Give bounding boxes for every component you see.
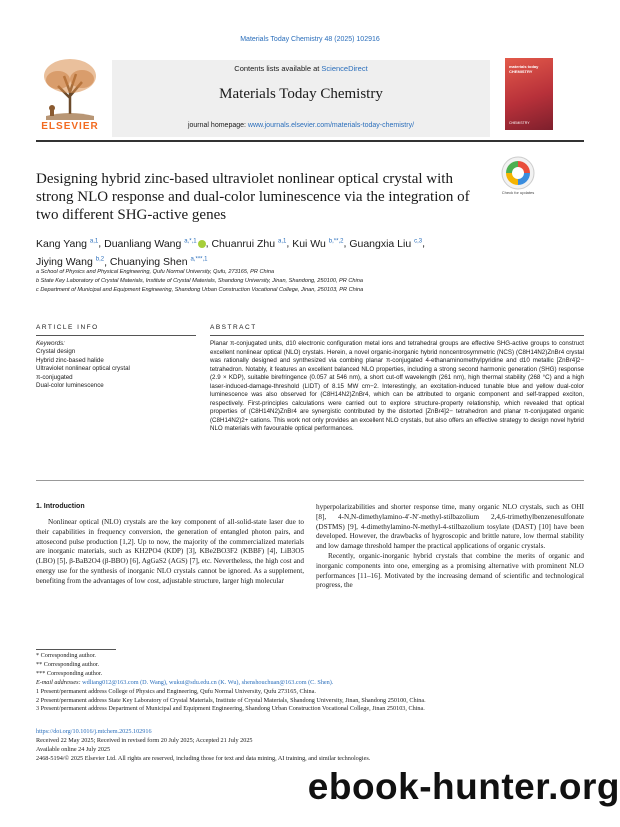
cover-title: materials today CHEMISTRY <box>509 64 539 74</box>
email-label: E-mail addresses: <box>36 678 81 686</box>
present-address: 3 Present/permanent address Department of Municipal and Equipment Engineering, Shandong Urban Construction Vocational College, Jinan 250103, China. <box>36 705 425 713</box>
homepage-line <box>112 122 490 129</box>
article-info-divider <box>36 335 196 336</box>
publisher-name: ELSEVIER <box>41 121 99 132</box>
keyword: Crystal design <box>36 348 76 356</box>
keywords-label: Keywords: <box>36 340 65 347</box>
author[interactable]: Chuanrui Zhu $^{a,1}$ <box>211 237 287 250</box>
author[interactable]: Duanliang Wang $^{a,*,1}$ <box>104 238 206 250</box>
abstract-bottom-divider <box>36 480 584 481</box>
affiliations <box>36 268 596 295</box>
elsevier-tree-logo[interactable] <box>36 52 104 132</box>
check-for-updates-label: Check for updates <box>501 190 535 195</box>
corresponding-note: * Corresponding author. <box>36 652 96 659</box>
section-heading-introduction: 1. Introduction <box>36 503 85 510</box>
keyword: Dual-color luminescence <box>36 382 104 390</box>
email-line <box>36 679 596 688</box>
author-list: Kang Yang $^{a,1}$, Duanliang Wang $^{a,*,1}$ , Chuanrui Zhu $^{a,1}$, Kui Wu $^{b,**,2}$, Guangxia Liu $^{c,3}$, Jiying Wang $^{b,2}$, Chuanying Shen $^{a,***,1}$ <box>36 237 426 268</box>
affiliation-c: c Department of Municipal and Equipment Engineering, Shandong Urban Construction Vocational College, Jinan, 250103, PR China <box>36 287 364 293</box>
body-column-left <box>36 518 304 587</box>
author[interactable]: Guangxia Liu $^{c,3}$ <box>349 237 423 250</box>
author[interactable]: Chuanying Shen $^{a,***,1}$ <box>109 256 208 268</box>
watermark: ebook-hunter.org <box>307 766 620 807</box>
present-address: 2 Present/permanent address State Key Laboratory of Crystal Materials, Institute of Crystal Materials, Shandong University, Jinan, Shandong 250100, China. <box>36 696 426 704</box>
copyright-line: 2468-5194/© 2025 Elsevier Ltd. All rights are reserved, including those for text and data mining, AI training, and similar technologies. <box>36 754 371 762</box>
journal-title: Materials Today Chemistry <box>219 86 383 102</box>
body-column-right <box>316 503 584 591</box>
journal-cover-thumbnail[interactable] <box>505 58 553 130</box>
contents-prefix: Contents lists available at <box>234 64 322 73</box>
article-footer <box>36 728 596 764</box>
corresponding-note: *** Corresponding author. <box>36 669 103 677</box>
paragraph: Recently, organic-inorganic hybrid crystals that combine the merits of organic and inorganic components into one, emerging as a promising alternative with prominent NLO performances [11–16]. Motivated by the increasing demand of scientific and technological progress, the <box>316 551 584 590</box>
abstract-text: Planar π-conjugated units, d10 electronic configuration metal ions and tetrahedral groups are effective SHG-active groups to construct excellent nonlinear optical (NLO) crystals. Herein, a novel organic-inorganic hybrid noncentrosymmetric (NCS) (C8H14N2)ZnBr4 crystal was rationally designed and synthesized via combing planar π-conjugated 4-ethanaminomethylpyridine and d10 metallic [ZnBr4]2− tetrahedron. Notably, it features an excellent balanced NLO properties, including a strong second harmonic generation (SHG) response (2.9 × KDP), suitable birefringence (0.057 at 546 nm), a short cut-off wavelength (261 nm), high thermal stability (268 °C) and a high laser-induced-damage-threshold (LIDT) of 8.15 MW cm−2. Interestingly, an excitation-induced tunable blue and yellow dual-color luminescence was also observed for (C8H14N2)ZnBr4, which can be attributed to organic component and self-trapped exciton, respectively. First-principles calculations were carried out to explore structure-property relationship, which revealed that optical properties of (C8H14N2)ZnBr4 are synergistic contributed by the distorted [ZnBr4]2− tetrahedron and planar π-conjugated organic (C8H14N2)2+ cations. This work not only provides an excellent NLO crystals, but also offers an effective strategy to design novel hybrid NLO materials with favourable optical performances. <box>210 340 584 433</box>
contents-line <box>112 64 490 73</box>
present-address: 1 Present/permanent address College of Physics and Engineering, Qufu Normal University, Qufu 273165, China. <box>36 687 316 695</box>
sciencedirect-link[interactable]: ScienceDirect <box>321 64 368 73</box>
abstract-divider <box>210 335 584 336</box>
orcid-icon[interactable] <box>198 240 206 248</box>
affiliation-b: b State Key Laboratory of Crystal Materials, Institute of Crystal Materials, Shandong University, Jinan, Shandong, 250100, PR China <box>36 278 363 284</box>
received-dates: Received 22 May 2025; Received in revised form 20 July 2025; Accepted 21 July 2025 <box>36 736 253 744</box>
paragraph: Nonlinear optical (NLO) crystals are the key component of all-solid-state laser due to their capabilities in frequency conversion, the generation of entangled photon pairs, and attosecond pulse production [1,2]. Up to now, the majority of the commercialized materials are inorganic materials, such as KH2PO4 (KDP) [3], KBe2BO3F2 (KBBF) [4], LiB3O5 (LBO) [5], β-BaB2O4 (β-BBO) [6], AgGaS2 (AGS) [7], etc. Nevertheless, the high cost and energy use for the synthesis of inorganic NLO crystals cannot be ignored. As a supplement, benefiting from the advantages of low cost, adjustable structure, larger high molecular <box>36 518 304 585</box>
check-for-updates-icon[interactable] <box>500 155 536 191</box>
email-links[interactable]: wdliang012@163.com (D. Wang), wukui@sdu.edu.cn (K. Wu), shenshouchuan@163.com (C. Shen). <box>82 678 334 686</box>
affiliation-a: a School of Physics and Physical Engineering, Qufu Normal University, Qufu, 273165, PR China <box>36 269 275 275</box>
doi-link[interactable]: https://doi.org/10.1016/j.mtchem.2025.102916 <box>36 728 152 735</box>
running-head[interactable]: Materials Today Chemistry 48 (2025) 102916 <box>240 36 380 43</box>
journal-homepage-link[interactable]: www.journals.elsevier.com/materials-today-chemistry/ <box>247 122 415 129</box>
cover-footer: CHEMISTRY <box>509 121 530 125</box>
available-date: Available online 24 July 2025 <box>36 745 111 753</box>
keyword: π-conjugated <box>36 373 73 381</box>
paragraph: hyperpolarizabilities and shorter response time, many organic NLO crystals, such as OHI [8], 4-N,N-dimethylamino-4′-N′-methyl-stilbazolium 2,4,6-trimethylbenzenesulfonate (DSTMS) [9], 4-dimethylamino-N-methyl-4-stilbazolium tosylate (DAST) [10] have been developed. However, the drawbacks of hygroscopic and brittle nature, low thermal stability and low damage threshold hamper the practical applications of organic crystals. <box>316 503 584 551</box>
author[interactable]: Kui Wu $^{b,**,2}$ <box>292 237 344 250</box>
author[interactable]: Kang Yang $^{a,1}$ <box>36 237 99 250</box>
keywords-block <box>36 340 196 390</box>
abstract-heading: ABSTRACT <box>210 324 257 331</box>
footnote-divider <box>36 649 116 650</box>
masthead-divider <box>36 140 584 142</box>
article-title: Designing hybrid zinc-based ultraviolet nonlinear optical crystal with strong NLO response and dual-color luminescence via the integration of two different SHG-active genes <box>36 171 470 223</box>
keyword: Hybrid zinc-based halide <box>36 356 104 364</box>
article-info-heading: ARTICLE INFO <box>36 324 99 331</box>
author[interactable]: Jiying Wang $^{b,2}$ <box>36 256 105 268</box>
homepage-prefix: journal homepage: <box>187 122 248 129</box>
corresponding-note: ** Corresponding author. <box>36 660 100 668</box>
footnotes <box>36 652 596 714</box>
keyword: Ultraviolet nonlinear optical crystal <box>36 365 130 373</box>
